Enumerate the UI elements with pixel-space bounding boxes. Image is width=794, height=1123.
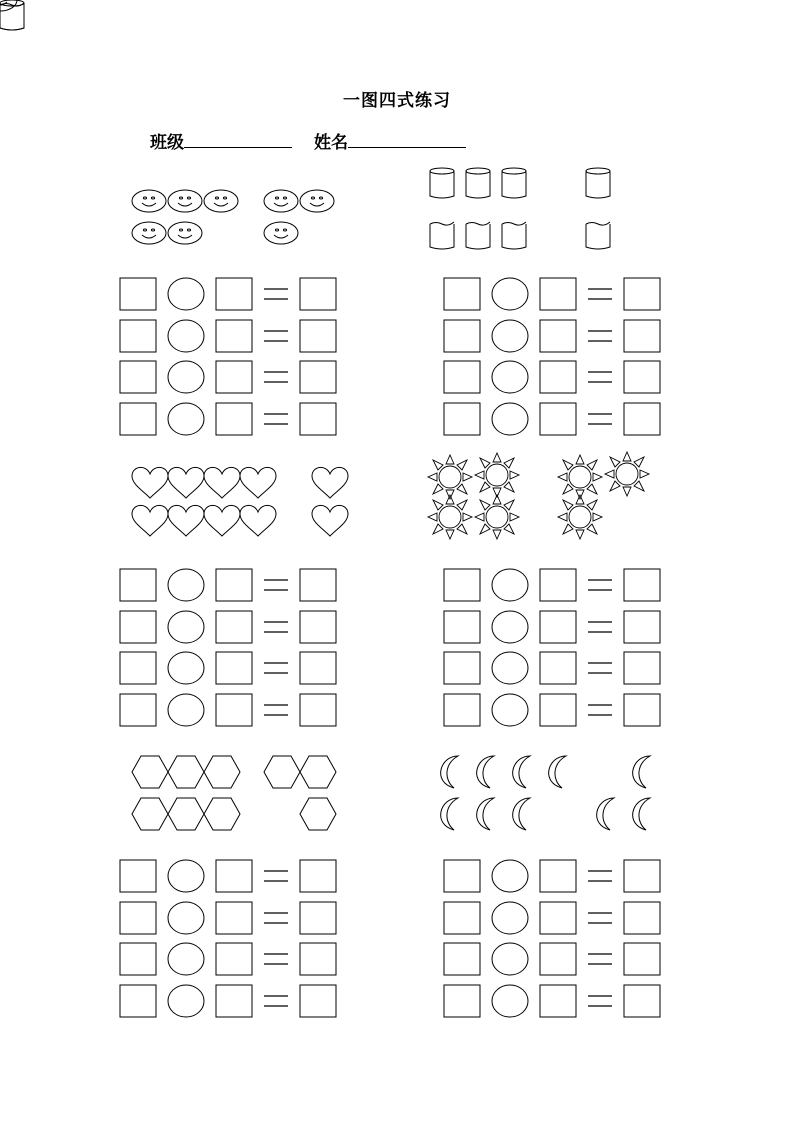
equation-block[interactable]	[444, 860, 660, 1017]
equation-block[interactable]	[444, 569, 660, 726]
equation-block[interactable]	[120, 860, 336, 1017]
cup-icon	[466, 222, 490, 249]
heart-icon	[240, 467, 276, 498]
equation-block[interactable]	[444, 278, 660, 435]
crescent-moon-icon	[441, 798, 458, 830]
cup-icon	[502, 222, 526, 249]
hexagon-icon	[168, 756, 204, 788]
cup-icon	[466, 168, 490, 198]
sun-icon	[428, 495, 472, 539]
smiley-face-icon	[132, 190, 166, 212]
cup-icon	[586, 168, 610, 198]
page-title: 一图四式练习	[343, 91, 451, 111]
heart-icon	[240, 505, 276, 536]
smiley-face-icon	[168, 222, 202, 244]
hearts	[132, 467, 348, 536]
smiley-face-icon	[168, 190, 202, 212]
crescent-moon-icon	[597, 798, 614, 830]
sun-icon	[605, 452, 649, 496]
crescent-moon-icon	[513, 798, 530, 830]
hexagon-icon	[132, 756, 168, 788]
crescent-moon-icon	[477, 756, 494, 788]
sun-icon	[475, 495, 519, 539]
name-label: 姓名	[314, 133, 348, 153]
sun-icon	[558, 495, 602, 539]
smiley-face-icon	[300, 190, 334, 212]
sun-icon	[428, 455, 472, 499]
crescent-moon-icon	[477, 798, 494, 830]
hexagon-icon	[264, 756, 300, 788]
crescent-moon-icon	[633, 756, 650, 788]
heart-icon	[312, 505, 348, 536]
cup-icon	[430, 168, 454, 198]
class-label: 班级	[150, 133, 184, 153]
sun-icon	[558, 455, 602, 499]
crescent-moon-icon	[513, 756, 530, 788]
heart-icon	[168, 505, 204, 536]
smiley-face-icon	[132, 222, 166, 244]
crescent-moon-icon	[549, 756, 566, 788]
cups	[0, 0, 610, 249]
heart-icon	[132, 505, 168, 536]
hexagons	[132, 756, 336, 830]
equation-block[interactable]	[120, 569, 336, 726]
smiley-face-icon	[264, 222, 298, 244]
heart-icon	[204, 505, 240, 536]
cup-icon	[502, 168, 526, 198]
crescent-moon-icon	[633, 798, 650, 830]
hexagon-icon	[132, 798, 168, 830]
sun-icon	[475, 453, 519, 497]
heart-icon	[312, 467, 348, 498]
suns	[428, 452, 649, 539]
smiley-face-icon	[264, 190, 298, 212]
hexagon-icon	[168, 798, 204, 830]
smiley-face-icon	[204, 190, 238, 212]
cup-icon	[0, 3, 24, 30]
heart-icon	[132, 467, 168, 498]
equation-block[interactable]	[120, 278, 336, 435]
hexagon-icon	[204, 756, 240, 788]
hexagon-icon	[300, 756, 336, 788]
moons	[441, 756, 650, 830]
cup-icon	[586, 222, 610, 249]
heart-icon	[204, 467, 240, 498]
smiley-faces	[132, 190, 334, 244]
heart-icon	[168, 467, 204, 498]
cup-icon	[430, 222, 454, 249]
hexagon-icon	[204, 798, 240, 830]
crescent-moon-icon	[441, 756, 458, 788]
hexagon-icon	[300, 798, 336, 830]
